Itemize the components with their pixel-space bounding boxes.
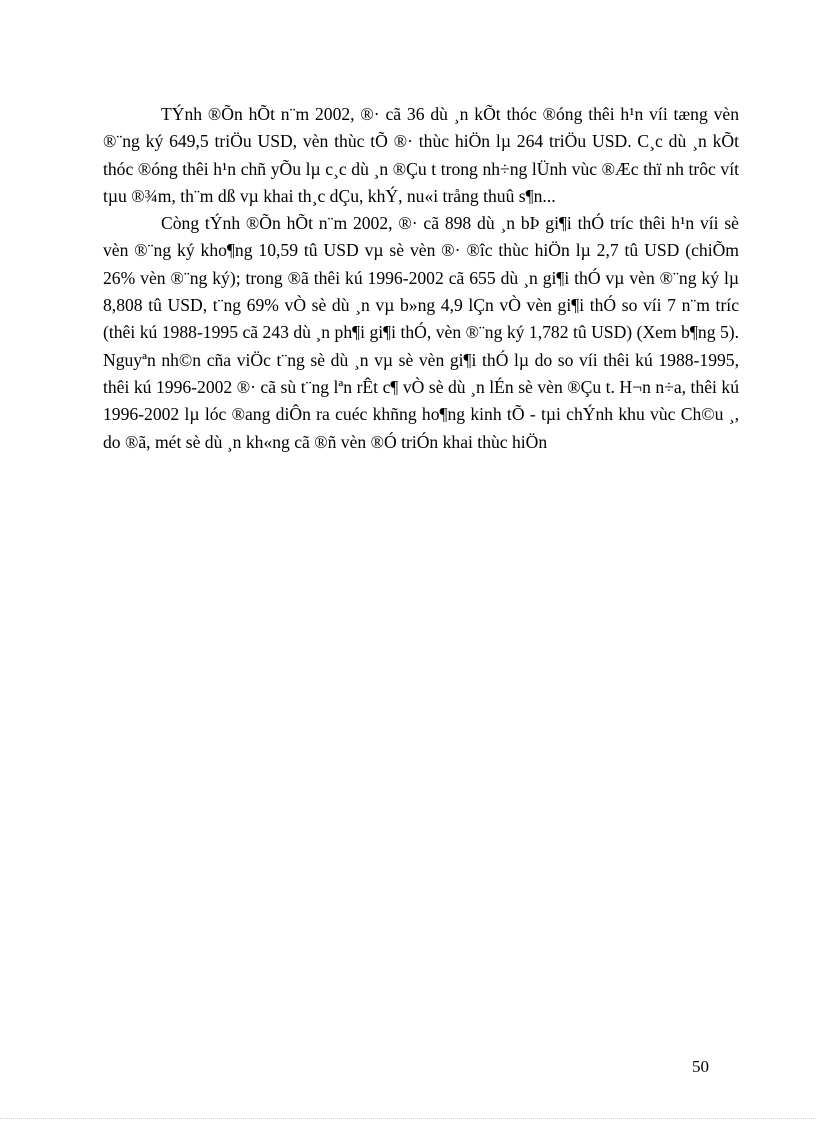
paragraph-2: Còng tÝnh ®Õn hÕt n¨m 2002, ®· cã 898 dù ¸n bÞ gi¶i thÓ tríc thêi h¹n víi sè vèn ®¨ng ký kho¶ng 10,59 tû USD vµ sè vèn ®· ®îc thùc hiÖn lµ 2,7 tû USD (chiÕm 26% vèn ®¨ng ký); trong ®ã thêi kú 1996-2002 cã 655 dù ¸n gi¶i thÓ vµ vèn ®¨ng ký lµ 8,808 tû USD, t¨ng 69% vÒ sè dù ¸n vµ b»ng 4,9 lÇn vÒ vèn gi¶i thÓ so víi 7 n¨m tríc (thêi kú 1988-1995 cã 243 dù ¸n ph¶i gi¶i thÓ, vèn ®¨ng ký 1,782 tû USD) (Xem b¶ng 5). Nguyªn nh©n cña viÖc t¨ng sè dù ¸n vµ sè vèn gi¶i thÓ lµ do so víi thêi kú 1988-1995, thêi kú 1996-2002 ®· cã sù t¨ng lªn rÊt c¶ vÒ sè dù ¸n lÉn sè vèn ®Çu t. H¬n n÷a, thêi kú 1996-2002 lµ lóc ®ang diÔn ra cuéc khñng ho¶ng kinh tÕ - tµi chÝnh khu vùc Ch©u ¸, do ®ã, mét sè dù ¸n kh«ng cã ®ñ vèn ®Ó triÓn khai thùc hiÖn <box>103 213 739 452</box>
paragraph-1: TÝnh ®Õn hÕt n¨m 2002, ®· cã 36 dù ¸n kÕt thóc ®óng thêi h¹n víi tæng vèn ®¨ng ký 649,5 triÖu USD, vèn thùc tÕ ®· thùc hiÖn lµ 264 triÖu USD. C¸c dù ¸n kÕt thóc ®óng thêi h¹n chñ yÕu lµ c¸c dù ¸n ®Çu t trong nh÷ng lÜnh vùc ®Æc thï nh trôc vít tµu ®¾m, th¨m dß vµ khai th¸c dÇu, khÝ, nu«i trång thuû s¶n... <box>103 104 739 206</box>
body-text <box>103 101 739 456</box>
page-bottom-divider <box>0 1118 816 1119</box>
page-number: 50 <box>692 1057 709 1076</box>
